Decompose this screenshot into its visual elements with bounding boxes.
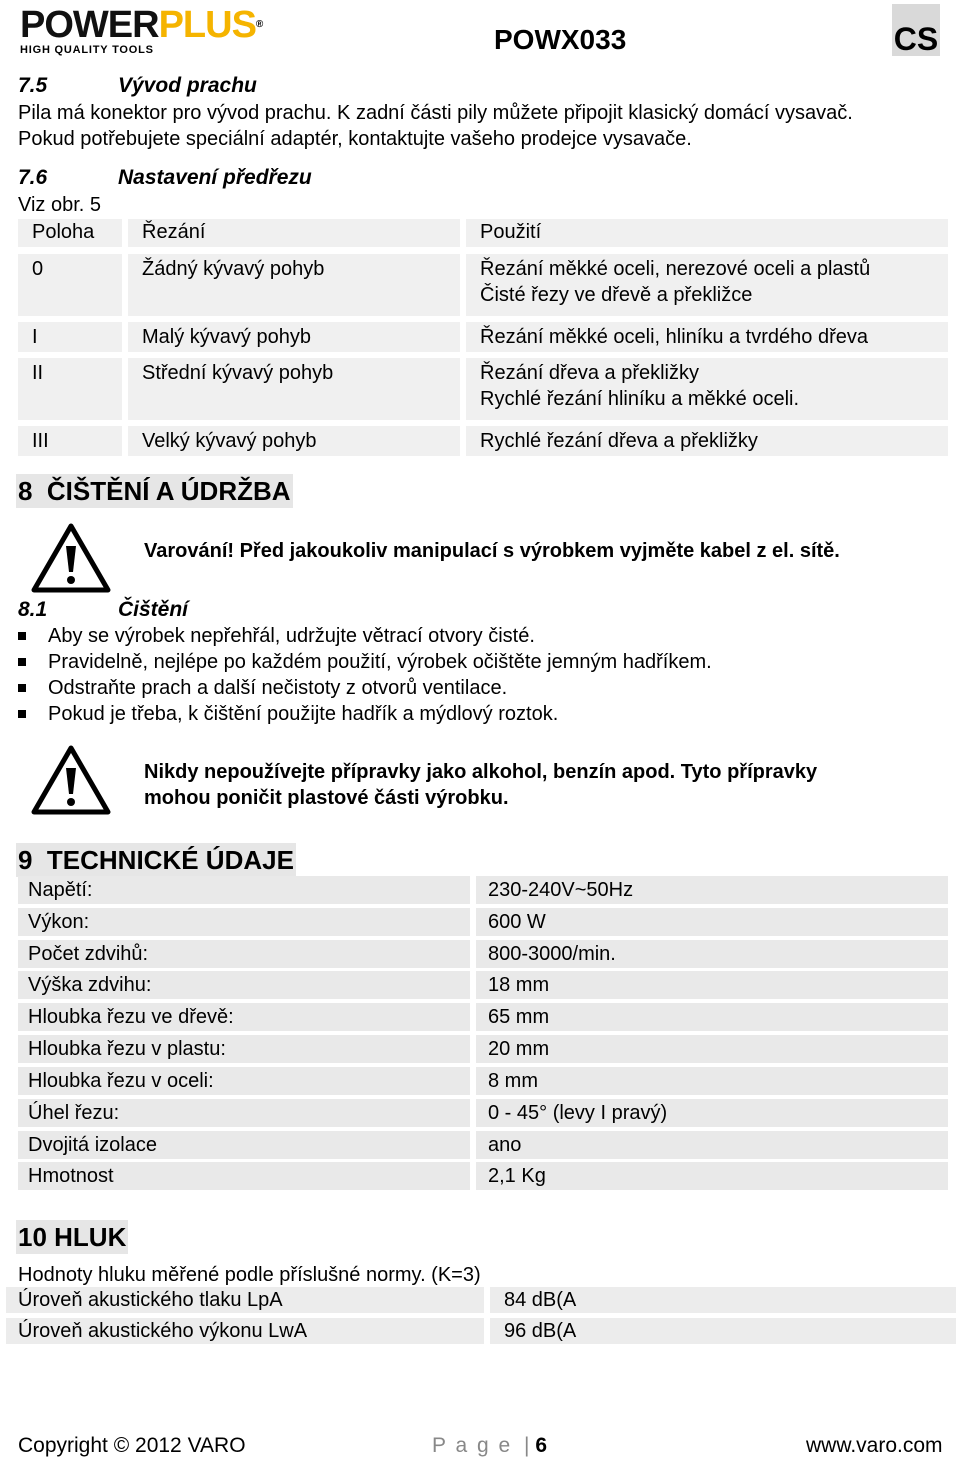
table-cell-position: III (18, 426, 122, 456)
section-number: 7.6 (18, 166, 48, 189)
warning-line: mohou poničit plastové části výrobku. (144, 787, 509, 809)
spec-value: 2,1 Kg (476, 1162, 948, 1190)
language-badge: CS (892, 4, 940, 56)
table-cell-use: Rychlé řezání dřeva a překližky (466, 426, 948, 456)
list-item: Pokud je třeba, k čištění použijte hadřík a mýdlový roztok. (16, 701, 712, 727)
model-number: POWX033 (494, 24, 627, 55)
spec-value: 20 mm (476, 1035, 948, 1063)
use-line: Čisté řezy ve dřevě a překližce (480, 284, 753, 306)
cleaning-list (16, 623, 712, 727)
footer-copyright: Copyright © 2012 VARO (18, 1434, 246, 1457)
table-cell-use (466, 254, 948, 316)
page-label: P a g e (432, 1434, 513, 1457)
spec-label: Výkon: (18, 908, 470, 936)
section-8-title: 8 ČIŠTĚNÍ A ÚDRŽBA (18, 476, 291, 506)
section-7-5-text-1: Pila má konektor pro vývod prachu. K zadní části pily můžete připojit klasický domácí vysavač. (18, 102, 853, 124)
warning-triangle-icon (30, 522, 112, 594)
table-header-use: Použití (466, 219, 948, 247)
warning-unplug: Varování! Před jakoukoliv manipulací s výrobkem vyjměte kabel z el. sítě. (144, 540, 840, 562)
noise-label: Úroveň akustického tlaku LpA (6, 1287, 484, 1313)
use-line: Řezání dřeva a překližky (480, 362, 699, 384)
table-cell-cutting: Žádný kývavý pohyb (128, 254, 460, 316)
table-cell-use (466, 358, 948, 420)
section-7-6-heading (18, 166, 312, 190)
spec-value: 18 mm (476, 971, 948, 999)
list-item: Pravidelně, nejlépe po každém použití, výrobek očištěte jemným hadříkem. (16, 649, 712, 675)
footer-url[interactable]: www.varo.com (806, 1434, 943, 1457)
page-separator: | (524, 1434, 530, 1457)
spec-label: Napětí: (18, 876, 470, 904)
noise-value: 96 dB(A (490, 1318, 956, 1344)
spec-label: Počet zdvihů: (18, 940, 470, 968)
list-item: Odstraňte prach a další nečistoty z otvorů ventilace. (16, 675, 712, 701)
use-line: Rychlé řezání hliníku a měkké oceli. (480, 388, 800, 410)
table-cell-cutting: Střední kývavý pohyb (128, 358, 460, 420)
table-cell-cutting: Velký kývavý pohyb (128, 426, 460, 456)
table-cell-cutting: Malý kývavý pohyb (128, 322, 460, 352)
spec-label: Úhel řezu: (18, 1099, 470, 1127)
page-number: 6 (535, 1434, 548, 1457)
spec-label: Dvojitá izolace (18, 1131, 470, 1159)
spec-value: 230-240V~50Hz (476, 876, 948, 904)
warning-chemicals (144, 759, 817, 811)
section-title: Nastavení předřezu (118, 166, 312, 189)
noise-label: Úroveň akustického výkonu LwA (6, 1318, 484, 1344)
spec-value: ano (476, 1131, 948, 1159)
noise-value: 84 dB(A (490, 1287, 956, 1313)
spec-value: 0 - 45° (levy I pravý) (476, 1099, 948, 1127)
section-7-5-text-2: Pokud potřebujete speciální adaptér, kontaktujte vašeho prodejce vysavače. (18, 128, 692, 150)
brand-plus: PLUS (158, 4, 256, 46)
use-line: Řezání měkké oceli, nerezové oceli a plastů (480, 258, 871, 280)
spec-label: Hloubka řezu v oceli: (18, 1067, 470, 1095)
table-cell-position: I (18, 322, 122, 352)
section-9-title: 9 TECHNICKÉ ÚDAJE (18, 845, 294, 875)
table-cell-use: Řezání měkké oceli, hliníku a tvrdého dřeva (466, 322, 948, 352)
spec-value: 800-3000/min. (476, 940, 948, 968)
table-header-position: Poloha (18, 219, 122, 247)
spec-value: 65 mm (476, 1003, 948, 1031)
section-number: 7.5 (18, 74, 48, 97)
spec-value: 8 mm (476, 1067, 948, 1095)
brand-power: POWER (20, 4, 159, 46)
section-title: Čištění (118, 598, 189, 621)
list-item: Aby se výrobek nepřehřál, udržujte větrací otvory čisté. (16, 623, 712, 649)
spec-label: Hloubka řezu v plastu: (18, 1035, 470, 1063)
spec-label: Výška zdvihu: (18, 971, 470, 999)
warning-line: Nikdy nepoužívejte přípravky jako alkohol, benzín apod. Tyto přípravky (144, 761, 818, 783)
section-number: 8.1 (18, 598, 48, 621)
table-header-cutting: Řezání (128, 219, 460, 247)
table-cell-position: 0 (18, 254, 122, 316)
footer-page (432, 1434, 547, 1458)
figure-reference: Viz obr. 5 (18, 194, 102, 216)
spec-label: Hloubka řezu ve dřevě: (18, 1003, 470, 1031)
warning-triangle-icon (30, 744, 112, 816)
section-7-5-heading (18, 74, 257, 98)
noise-intro: Hodnoty hluku měřené podle příslušné normy. (K=3) (18, 1264, 481, 1286)
spec-label: Hmotnost (18, 1162, 470, 1190)
registered-mark: ® (255, 19, 263, 30)
brand-tagline: HIGH QUALITY TOOLS (20, 44, 154, 56)
section-8-1-heading (18, 598, 188, 622)
spec-value: 600 W (476, 908, 948, 936)
section-title: Vývod prachu (118, 74, 257, 97)
section-10-title: 10 HLUK (18, 1222, 127, 1252)
table-cell-position: II (18, 358, 122, 420)
brand-logo (20, 4, 295, 56)
